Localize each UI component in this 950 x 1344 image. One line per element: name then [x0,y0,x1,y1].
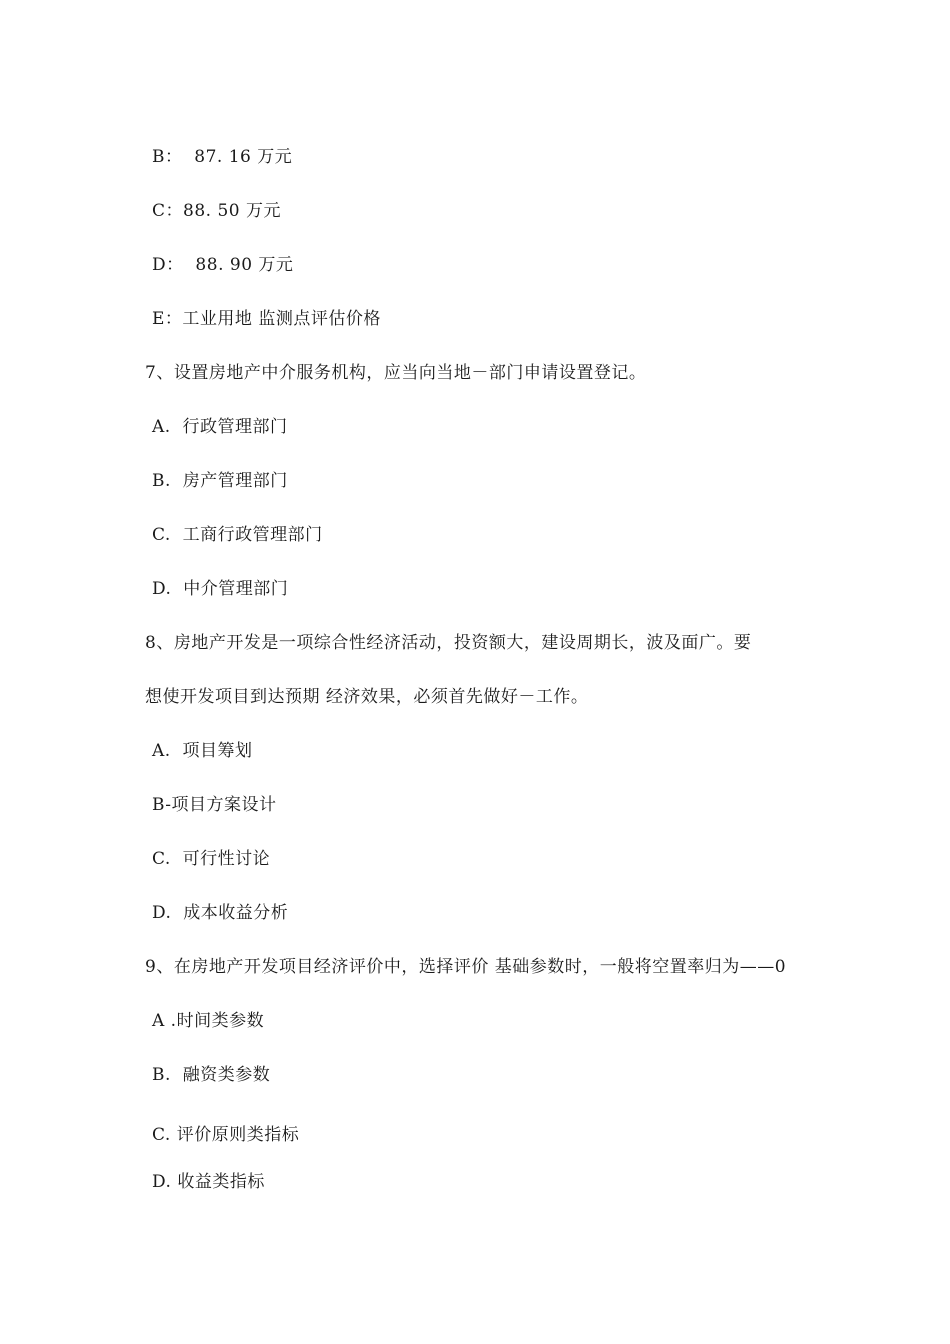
question-8-line-1: 8、房地产开发是一项综合性经济活动，投资额大，建设周期长，波及面广。要 [145,633,752,653]
option-d-q9: D. 收益类指标 [152,1172,265,1192]
question-9: 9、在房地产开发项目经济评价中，选择评价 基础参数时，一般将空置率归为——0 [145,957,787,977]
option-b-q7: B. 房产管理部门 [152,471,288,491]
option-b-q9: B. 融资类参数 [152,1065,271,1085]
option-c-q8: C. 可行性讨论 [152,849,271,869]
option-b-q8: B-项目方案设计 [152,795,277,815]
question-8-line-2: 想使开发项目到达预期 经济效果，必须首先做好－工作。 [145,687,589,707]
question-7: 7、设置房地产中介服务机构，应当向当地－部门申请设置登记。 [145,363,647,383]
option-a-q7: A. 行政管理部门 [152,417,288,437]
option-d-q6: D： 88. 90 万元 [152,255,294,275]
option-c-q6: C：88. 50 万元 [152,201,281,221]
option-d-q7: D. 中介管理部门 [152,579,289,599]
option-a-q9: A .时间类参数 [152,1011,265,1031]
option-e-q6: E：工业用地 监测点评估价格 [152,309,381,329]
option-c-q9: C. 评价原则类指标 [152,1125,300,1145]
option-d-q8: D. 成本收益分析 [152,903,289,923]
option-a-q8: A. 项目筹划 [152,741,253,761]
option-b-q6: B： 87. 16 万元 [152,147,293,167]
option-c-q7: C. 工商行政管理部门 [152,525,323,545]
